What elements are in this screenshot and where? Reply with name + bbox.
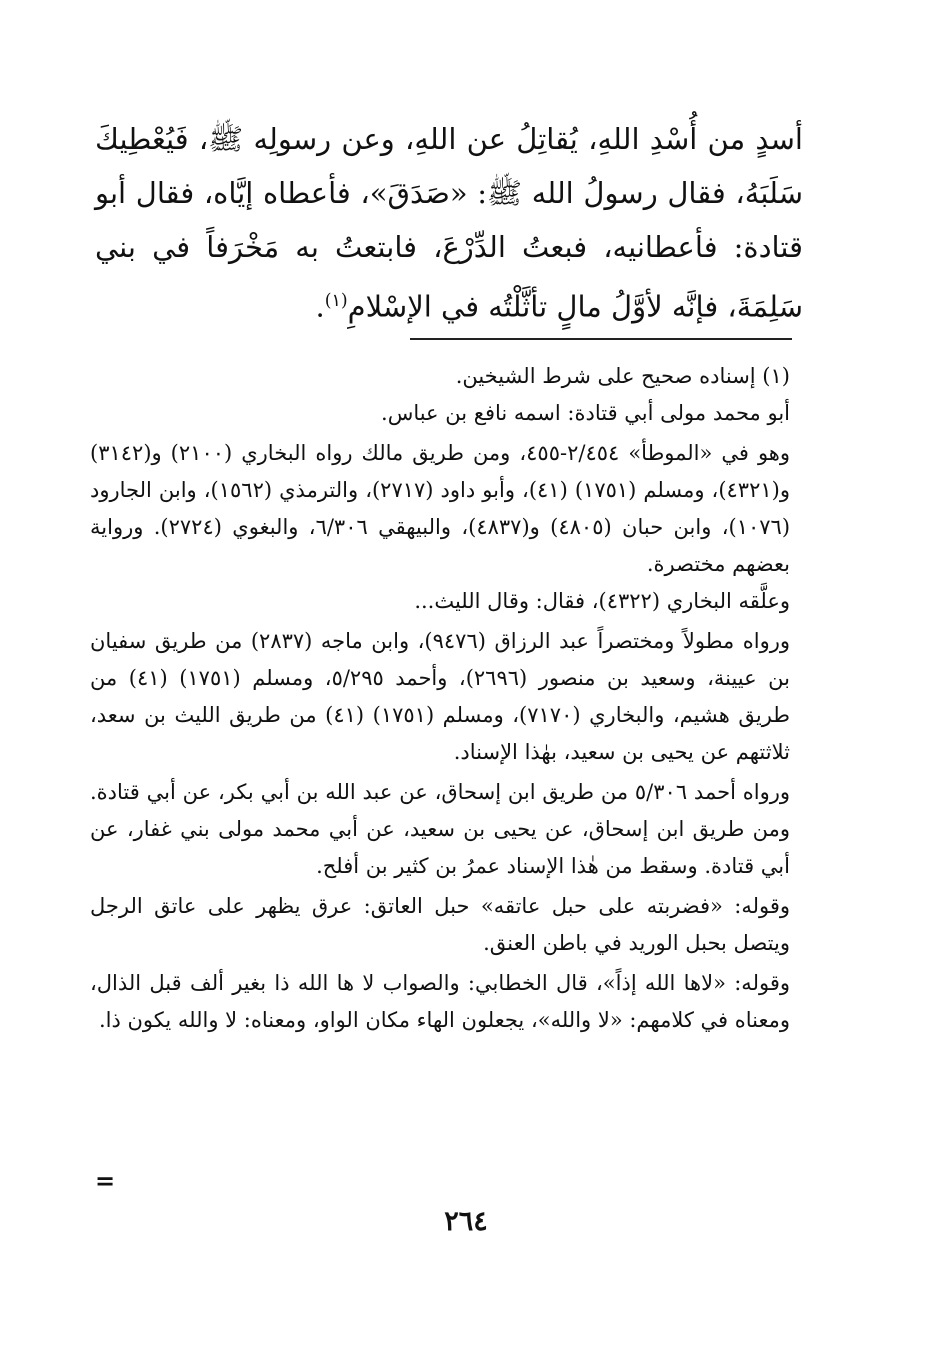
footnote-separator bbox=[410, 338, 792, 340]
footnotes bbox=[90, 358, 808, 1039]
main-paragraph bbox=[95, 112, 803, 334]
footnote-other-routes: ورواه مطولاً ومختصراً عبد الرزاق (٩٤٧٦)، وابن ماجه (٢٨٣٧) من طريق سفيان بن عيينة، وسعيد بن منصور (٢٦٩٦)، وأحمد ٥/٢٩٥، ومسلم (١٧٥١) (٤١) من طريق هشيم، والبخاري (٧١٧٠)، ومسلم (١٧٥١) (٤١) من طريق الليث بن سعد، ثلاثتهم عن يحيى بن سعيد، بهٰذا الإسناد. bbox=[90, 629, 790, 764]
page-number: ٢٦٤ bbox=[444, 1206, 488, 1237]
footnote-habl-al-atiq: وقوله: «فضربته على حبل عاتقه» حبل العاتق: عرق يظهر على عاتق الرجل ويتصل بحبل الوريد في باطن العنق. bbox=[90, 894, 790, 955]
continuation-mark: = bbox=[95, 1166, 116, 1195]
footnote-bukhari-taliq: وعلَّقه البخاري (٤٣٢٢)، فقال: وقال الليث... bbox=[414, 589, 790, 613]
footnote-laha-allah: وقوله: «لاها الله إذاً»، قال الخطابي: والصواب لا ها الله ذا بغير ألف قبل الذال، ومعناه في كلامهم: «لا والله»، يجعلون الهاء مكان الواو، ومعناه: لا والله يكون ذا. bbox=[90, 971, 790, 1032]
main-paragraph-end: . bbox=[315, 289, 325, 324]
footnote-ahmad: ورواه أحمد ٥/٣٠٦ من طريق ابن إسحاق، عن عبد الله بن أبي بكر، عن أبي قتادة. ومن طريق ابن إسحاق، عن يحيى بن سعيد، عن أبي محمد مولى بني غفار، عن أبي قتادة. وسقط من هٰذا الإسناد عمرُ بن كثير بن أفلح. bbox=[90, 780, 790, 878]
footnote-muwatta: وهو في «الموطأ» ٢/٤٥٤-٤٥٥، ومن طريق مالك رواه البخاري (٢١٠٠) و(٣١٤٢) و(٤٣٢١)، ومسلم (١٧٥١) (٤١)، وأبو داود (٢٧١٧)، والترمذي (١٥٦٢)، وابن الجارود (١٠٧٦)، وابن حبان (٤٨٠٥) و(٤٨٣٧)، والبيهقي ٦/٣٠٦، والبغوي (٢٧٢٤). ورواية بعضهم مختصرة. bbox=[90, 441, 791, 576]
main-paragraph-text: أسدٍ من أُسْدِ اللهِ، يُقاتِلُ عن اللهِ، وعن رسولِه ﷺ، فَيُعْطِيكَ سَلَبَهُ، فقال رسولُ الله ﷺ: «صَدَقَ»، فأعطاه إيَّاه، فقال أبو قتادة: فأعطانيه، فبعتُ الدِّرْعَ، فابتعتُ به مَخْرَفاً في بني سَلِمَةَ، فإنَّه لأوَّلُ مالٍ تأثَّلْتُه في الإسْلامِ bbox=[95, 122, 803, 324]
footnote-marker: (١) bbox=[324, 291, 348, 311]
footnote-narrator: أبو محمد مولى أبي قتادة: اسمه نافع بن عباس. bbox=[381, 401, 790, 425]
main-text bbox=[95, 112, 803, 334]
footnote-1: (١) إسناده صحيح على شرط الشيخين. bbox=[455, 364, 790, 388]
